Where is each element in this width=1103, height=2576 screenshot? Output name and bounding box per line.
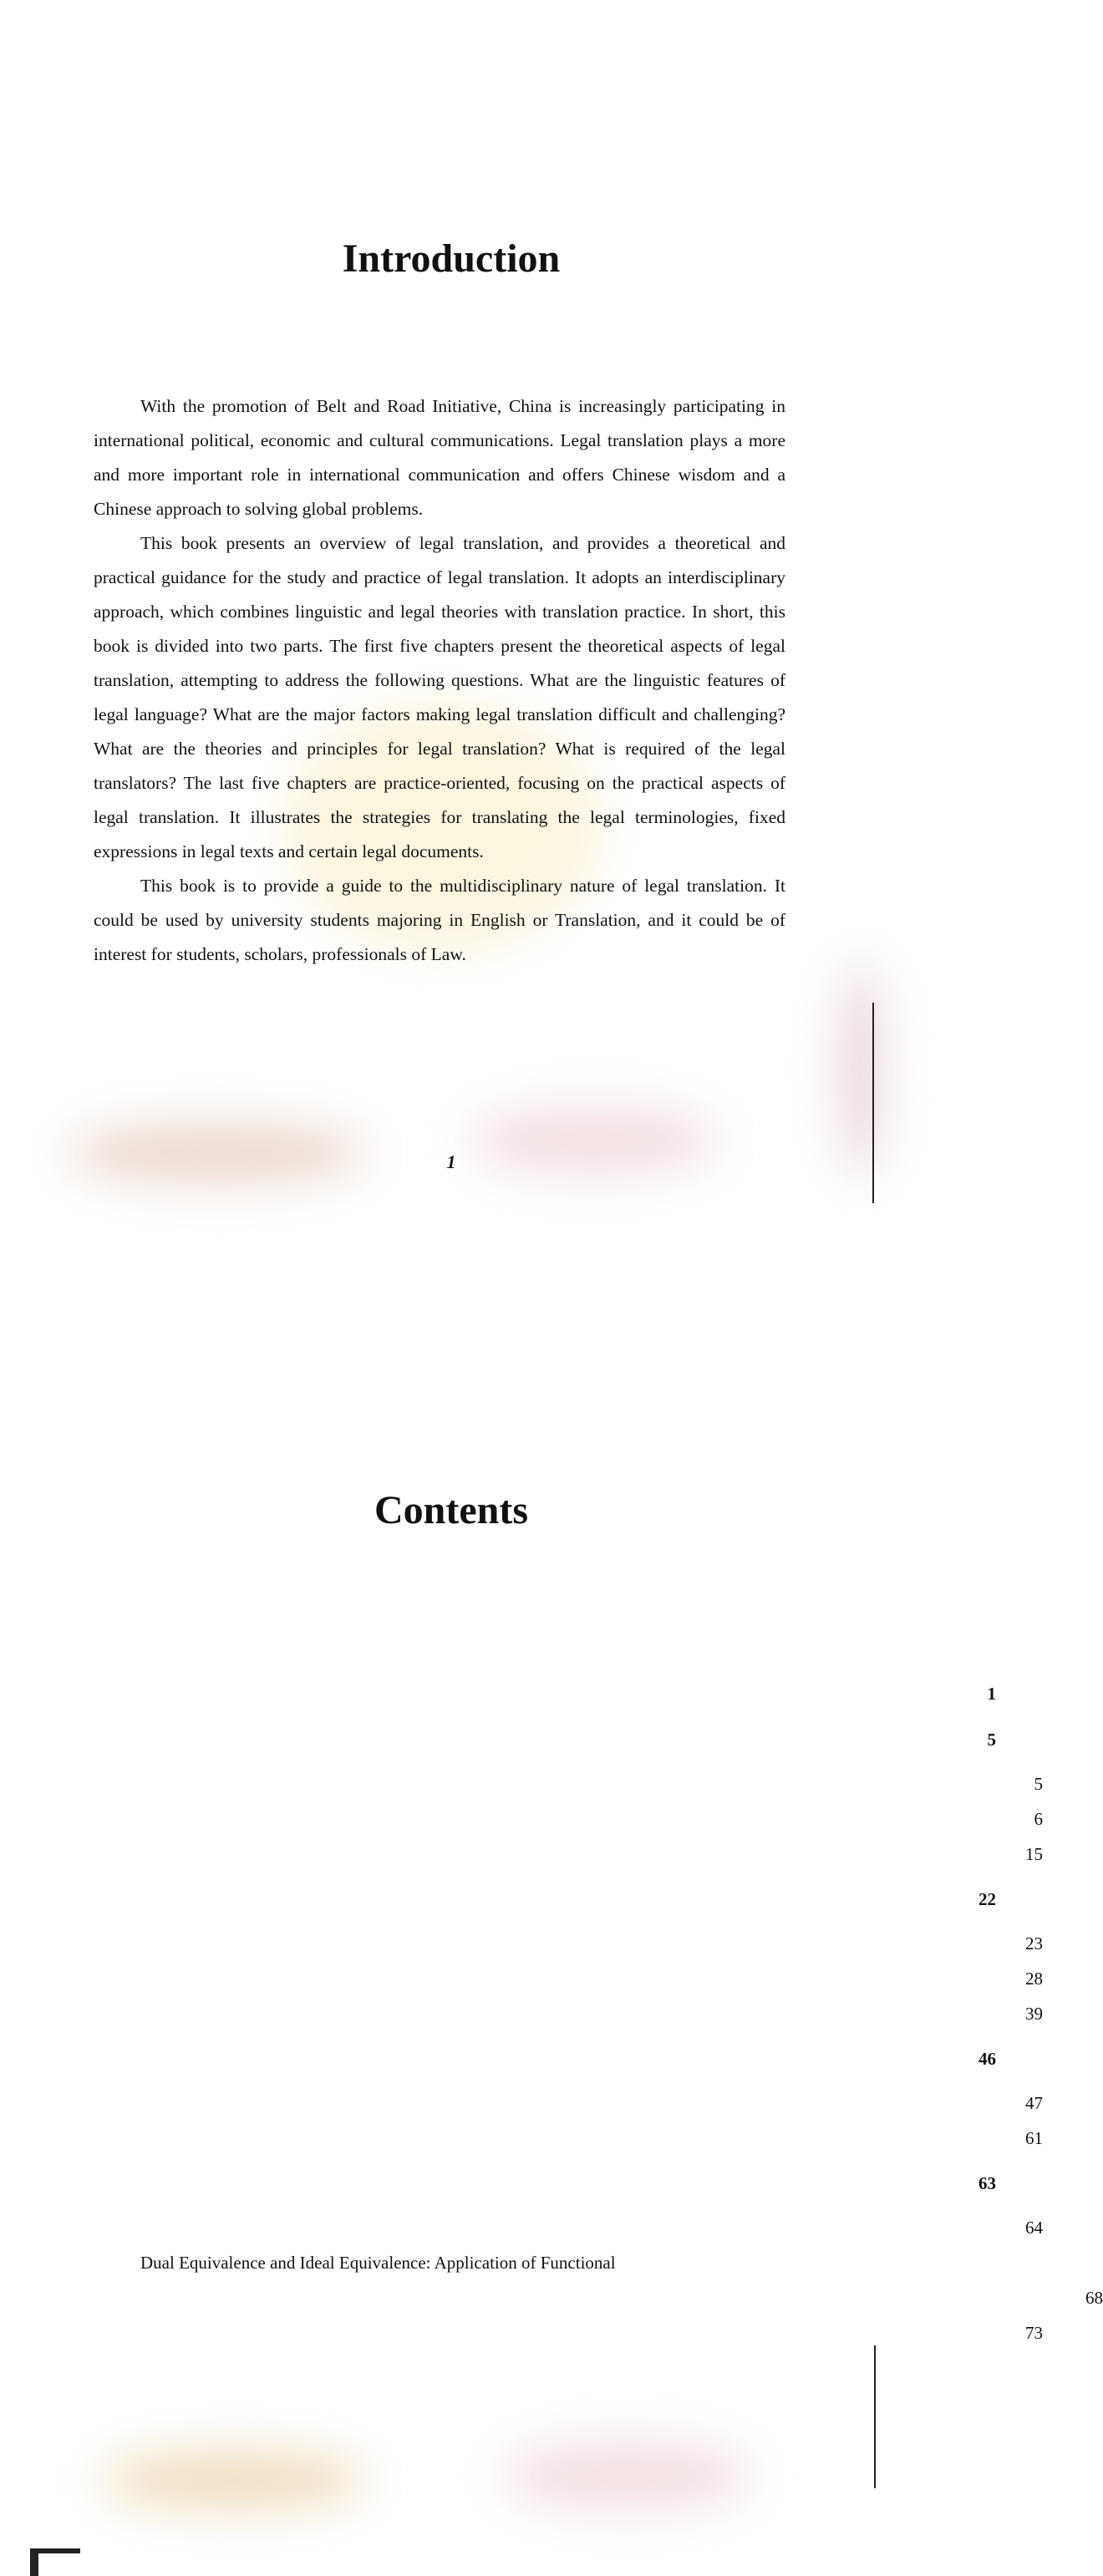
page-edge [872,1003,874,1203]
page-edge [874,2321,876,2488]
page-ref: 39 [140,2001,1043,2026]
paragraph: This book presents an overview of legal translation, and provides a theoretical and practical guidance for the study and practice of legal translation. It adopts an interdisciplinary approach, which combines linguistic and legal theories with translation practice. In short, this book is divided into two parts. The first five chapters present the theoretical aspects of legal translation, attempting to address the following questions. What are the linguistic features of legal language? What are the major factors making legal translation difficult and challenging? What are the theories and principles for legal translation? What is required of the legal translators? The last five chapters are practice-oriented, focusing on the practical aspects of legal translation. It illustrates the strategies for translating the legal terminologies, fixed expressions in legal texts and certain legal documents. [94,533,785,861]
page-number: 1 [446,1151,456,1172]
toc-section[interactable] [140,1842,1043,1867]
page-ref: 5 [94,1727,996,1752]
toc-section-continuation[interactable] [201,2285,1103,2310]
page-ref: 47 [140,2091,1043,2116]
page-ref: 5 [140,1771,1043,1796]
page-ref: 64 [140,2215,1043,2240]
page-ref: 28 [140,1966,1043,1991]
page-title: Introduction [342,236,561,281]
toc-section[interactable] [140,2126,1043,2151]
toc-section[interactable] [140,2215,1043,2240]
page-ref: 23 [140,1931,1043,1956]
page-ref: 68 [201,2285,1103,2310]
toc-section[interactable] [140,1771,1043,1796]
introduction-body [94,389,785,972]
page-ref: 1 [94,1681,996,1706]
page-ref: 15 [140,1842,1043,1867]
toc-chapter[interactable] [94,1681,996,1706]
page-ref: 22 [94,1887,996,1912]
section-title: Dual Equivalence and Ideal Equivalence: Application of Functional [140,2253,616,2273]
page-title: Contents [374,1488,528,1532]
page-ref: 73 [140,2320,1043,2345]
toc-section[interactable] [140,1966,1043,1991]
scan-shadow [100,2446,368,2513]
toc-section[interactable] [140,1931,1043,1956]
toc-section[interactable] [140,1806,1043,1832]
toc-section[interactable] [140,2091,1043,2116]
introduction-page [0,0,902,1220]
toc-section[interactable] [140,2001,1043,2026]
toc-section[interactable] [140,2250,785,2275]
toc-chapter[interactable] [94,2171,996,2196]
scan-edge [30,2548,80,2553]
toc-chapter[interactable] [94,1887,996,1912]
paragraph: With the promotion of Belt and Road Initiative, China is increasingly participating in international political, economic and cultural communications. Legal translation plays a more and more important role in international communication and offers Chinese wisdom and a Chinese approach to solving global problems. [94,396,785,519]
page-ref: 63 [94,2171,996,2196]
page-ref: 61 [140,2126,1043,2151]
page-ref: 6 [140,1806,1043,1832]
toc-chapter[interactable] [94,2046,996,2071]
toc-section[interactable] [140,2320,1043,2345]
contents-page [0,1243,1103,2547]
scan-shadow [501,2438,752,2513]
scan-shadow [836,961,886,1178]
page-ref: 46 [94,2046,996,2071]
paragraph: This book is to provide a guide to the multidisciplinary nature of legal translation. It could be used by university students majoring in English or Translation, and it could be of interest for students, scholars, professionals of Law. [94,876,785,964]
toc-chapter[interactable] [94,1727,996,1752]
